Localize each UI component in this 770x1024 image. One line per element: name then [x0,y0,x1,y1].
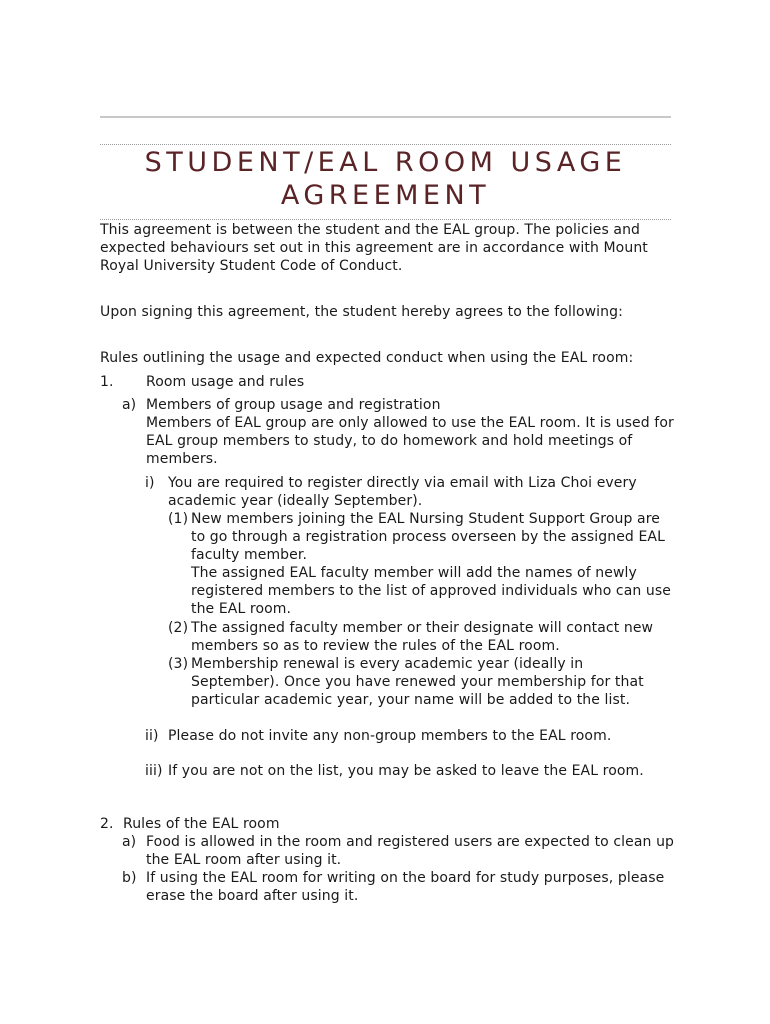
item-2b-marker: b) [122,870,137,886]
item-2a [122,833,675,869]
item-1a-i-1 [168,510,675,618]
item-1a-iii [145,762,675,780]
item-1a-i-text: You are required to register directly via email with Liza Choi every academic year (ideally September). [168,475,637,509]
item-1a-i-2-text: The assigned faculty member or their designate will contact new members so as to review the rules of the EAL room. [191,620,654,654]
item-1a-ii [145,727,675,745]
item-1a-iii-marker: iii) [145,763,163,779]
title-top-dotted-rule [100,144,671,145]
rules-heading: Rules outlining the usage and expected conduct when using the EAL room: [100,350,634,366]
title-bottom-dotted-rule [100,219,671,220]
header-rule [100,116,671,118]
item-1a-i-2 [168,619,675,655]
item-1a-i-1-text2: The assigned EAL faculty member will add the names of newly registered members to the list of approved individuals who can use the EAL room. [191,565,672,617]
item-2b-text: If using the EAL room for writing on the board for study purposes, please erase the board after using it. [146,870,665,904]
item-1a-i-2-marker: (2) [168,620,189,636]
item-1a-i [145,474,675,510]
section-2-marker: 2. [100,816,114,832]
item-1a-i-1-text: New members joining the EAL Nursing Student Support Group are to go through a registration process overseen by the assigned EAL faculty member. [191,511,665,563]
item-1a-iii-text: If you are not on the list, you may be asked to leave the EAL room. [168,763,644,779]
section-2-title: Rules of the EAL room [123,816,280,832]
item-1a-i-3 [168,655,675,709]
item-1a-ii-marker: ii) [145,728,159,744]
section-1-marker: 1. [100,374,114,390]
item-1a-body: Members of EAL group are only allowed to use the EAL room. It is used for EAL group members to study, to do homework and hold meetings of members. [146,415,674,467]
intro-paragraph: This agreement is between the student and the EAL group. The policies and expected behaviours set out in this agreement are in accordance with Mount Royal University Student Code of Conduct. [100,222,648,274]
title-line-2: AGREEMENT [280,180,491,211]
page-title [100,146,671,212]
item-2a-marker: a) [122,834,137,850]
item-1a-i-3-marker: (3) [168,656,189,672]
item-2a-text: Food is allowed in the room and registered users are expected to clean up the EAL room after using it. [146,834,675,868]
item-1a-title: Members of group usage and registration [146,397,441,413]
item-2b [122,869,675,905]
item-1a-marker: a) [122,397,137,413]
item-1a [122,396,675,468]
section-1-title: Room usage and rules [146,374,305,390]
upon-signing-paragraph: Upon signing this agreement, the student hereby agrees to the following: [100,304,623,320]
item-1a-i-marker: i) [145,475,155,491]
item-1a-i-1-marker: (1) [168,511,189,527]
section-2 [100,815,675,833]
section-1 [100,373,675,391]
title-line-1: STUDENT/EAL ROOM USAGE [144,147,627,178]
item-1a-i-3-text: Membership renewal is every academic year (ideally in September). Once you have renewed your membership for that particular academic year, your name will be added to the list. [191,656,644,708]
item-1a-ii-text: Please do not invite any non-group members to the EAL room. [168,728,612,744]
